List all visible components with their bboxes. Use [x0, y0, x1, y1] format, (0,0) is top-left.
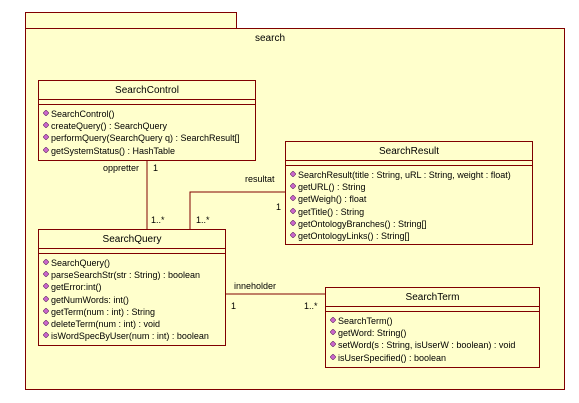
public-operation-icon	[290, 220, 296, 226]
public-operation-icon	[43, 134, 49, 140]
public-operation-icon	[43, 308, 49, 314]
operation-item	[290, 193, 532, 205]
public-operation-icon	[43, 271, 49, 277]
class-name: SearchResult	[286, 142, 532, 161]
public-operation-icon	[290, 208, 296, 214]
operation-signature: parseSearchStr(str : String) : boolean	[51, 270, 201, 281]
public-operation-icon	[290, 195, 296, 201]
operation-item	[43, 318, 225, 330]
association-inneholder-target-multiplicity: 1..*	[304, 301, 318, 311]
operation-signature: isUserSpecified() : boolean	[338, 352, 447, 363]
operation-list	[39, 105, 255, 157]
operation-item	[330, 339, 539, 351]
public-operation-icon	[330, 354, 336, 360]
public-operation-icon	[330, 341, 336, 347]
association-oppretter-source-multiplicity: 1	[153, 163, 159, 173]
class-name: SearchQuery	[39, 230, 225, 249]
operation-item	[290, 218, 532, 230]
operation-item	[290, 169, 532, 181]
operation-signature: SearchTerm()	[338, 316, 393, 326]
public-operation-icon	[43, 283, 49, 289]
public-operation-icon	[43, 259, 49, 265]
operation-list	[286, 166, 532, 242]
operation-signature: getNumWords: int()	[51, 294, 129, 305]
association-inneholder-label: inneholder	[234, 281, 277, 291]
operation-signature: getURL() : String	[298, 182, 366, 193]
class-name: SearchControl	[39, 81, 255, 100]
operation-signature: getOntologyLinks() : String[]	[298, 231, 410, 242]
class-search-term[interactable]	[325, 287, 540, 368]
class-name: SearchTerm	[326, 288, 539, 307]
operation-item	[43, 281, 225, 293]
operation-signature: getTerm(num : int) : String	[51, 306, 156, 317]
operation-item	[330, 352, 539, 364]
association-inneholder-source-multiplicity: 1	[231, 301, 237, 311]
operation-item	[43, 306, 225, 318]
operation-item	[43, 257, 225, 269]
operation-signature: createQuery() : SearchQuery	[51, 121, 168, 132]
operation-signature: SearchControl()	[51, 109, 115, 119]
operation-item	[43, 330, 225, 342]
operation-signature: isWordSpecByUser(num : int) : boolean	[51, 331, 209, 342]
public-operation-icon	[43, 122, 49, 128]
public-operation-icon	[290, 232, 296, 238]
operation-signature: deleteTerm(num : int) : void	[51, 319, 161, 330]
operation-signature: setWord(s : String, isUserW : boolean) : void	[338, 340, 516, 351]
operation-signature: getWeigh() : float	[298, 194, 367, 205]
association-resultat-label: resultat	[245, 174, 275, 184]
operation-item	[330, 315, 539, 327]
public-operation-icon	[43, 147, 49, 153]
public-operation-icon	[290, 171, 296, 177]
public-operation-icon	[43, 296, 49, 302]
association-resultat-target-multiplicity: 1..*	[196, 215, 210, 225]
operation-signature: getSystemStatus() : HashTable	[51, 145, 176, 156]
class-search-control[interactable]	[38, 80, 256, 161]
operation-list	[39, 254, 225, 342]
operation-signature: performQuery(SearchQuery q) : SearchResult[]	[51, 133, 240, 144]
operation-signature: getTitle() : String	[298, 206, 365, 217]
public-operation-icon	[43, 110, 49, 116]
operation-item	[43, 145, 255, 157]
public-operation-icon	[290, 183, 296, 189]
association-oppretter-target-multiplicity: 1..*	[151, 215, 165, 225]
public-operation-icon	[330, 317, 336, 323]
operation-item	[43, 108, 255, 120]
class-search-query[interactable]	[38, 229, 226, 346]
public-operation-icon	[330, 329, 336, 335]
operation-item	[290, 230, 532, 242]
operation-item	[43, 269, 225, 281]
operation-signature: getWord: String()	[338, 328, 407, 339]
operation-item	[43, 294, 225, 306]
operation-signature: getError:int()	[51, 282, 102, 293]
operation-list	[326, 312, 539, 364]
operation-signature: getOntologyBranches() : String[]	[298, 218, 427, 229]
operation-signature: SearchQuery()	[51, 258, 111, 268]
operation-item	[43, 120, 255, 132]
operation-signature: SearchResult(title : String, uRL : String, weight : float)	[298, 170, 511, 180]
package-name: search	[254, 33, 285, 44]
class-search-result[interactable]	[285, 141, 533, 245]
association-oppretter-label: oppretter	[103, 163, 140, 173]
operation-item	[290, 206, 532, 218]
public-operation-icon	[43, 332, 49, 338]
public-operation-icon	[43, 320, 49, 326]
operation-item	[43, 132, 255, 144]
operation-item	[290, 181, 532, 193]
operation-item	[330, 327, 539, 339]
association-resultat-source-multiplicity: 1	[276, 202, 282, 212]
